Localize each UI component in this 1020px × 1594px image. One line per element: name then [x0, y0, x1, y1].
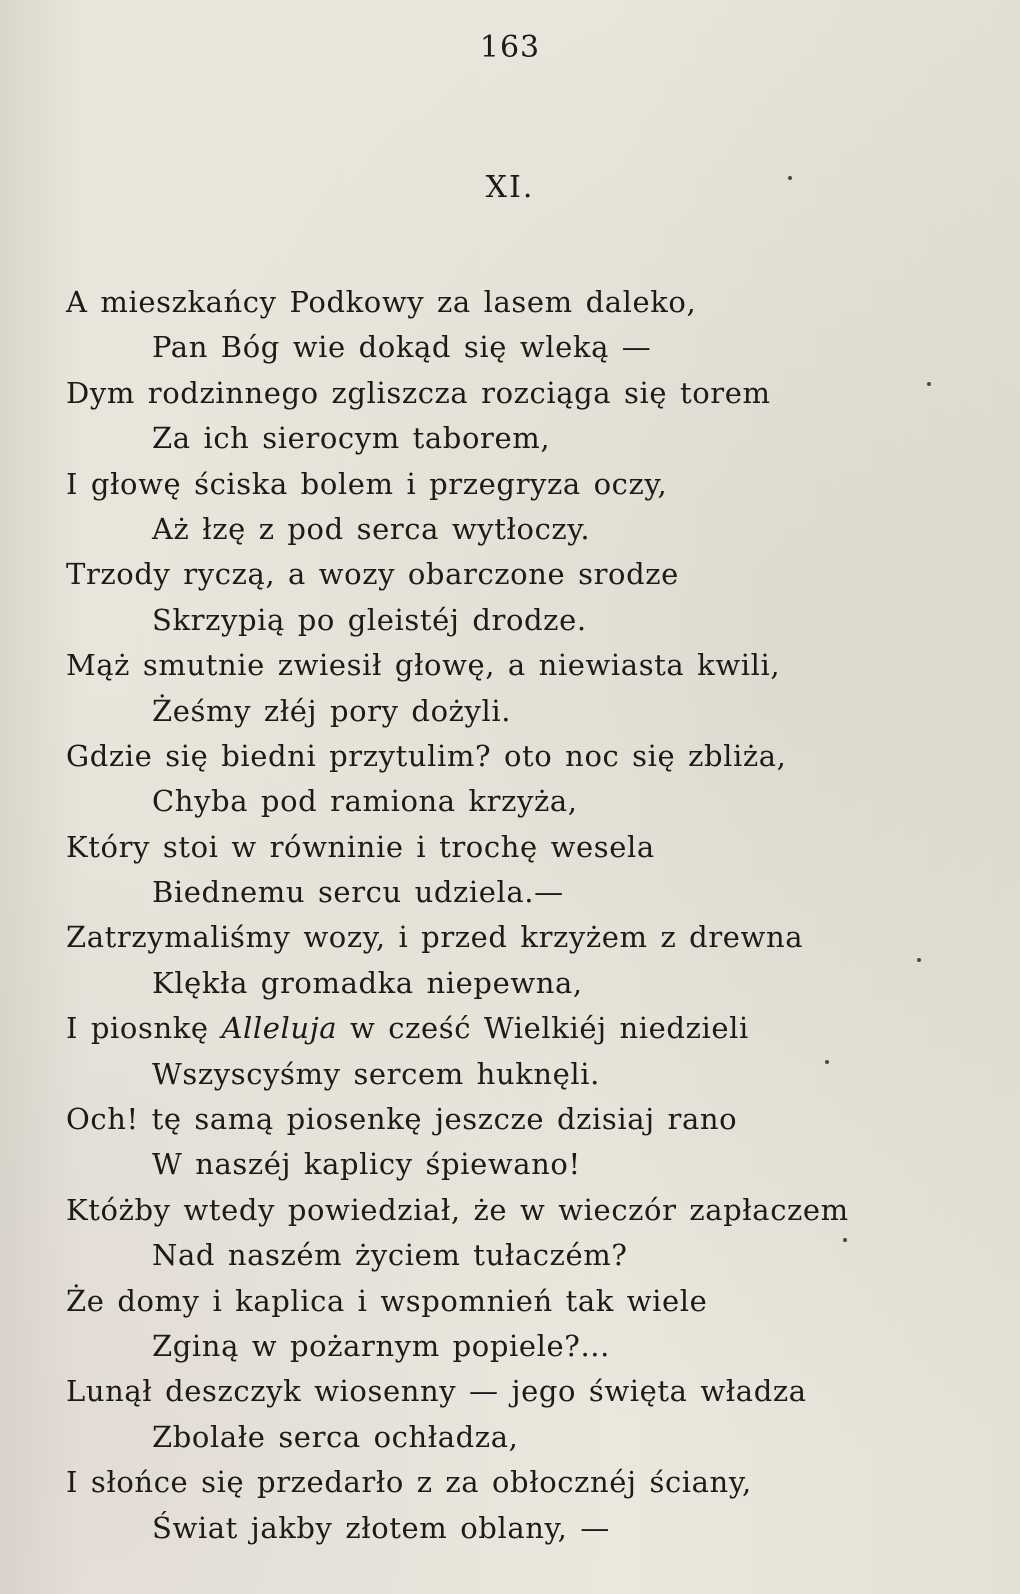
print-speck: [825, 1060, 829, 1064]
poem-line: [66, 598, 966, 643]
line-text: W naszéj kaplicy śpiewano!: [152, 1147, 581, 1182]
print-speck: [843, 1238, 847, 1242]
poem-line: [66, 1415, 966, 1460]
poem-line: [66, 734, 966, 779]
poem-line: [66, 507, 966, 552]
line-text: I piosnkę: [66, 1011, 222, 1046]
line-text: Trzody ryczą, a wozy obarczone srodze: [66, 557, 679, 592]
print-speck: [927, 382, 931, 386]
poem-line: [66, 1279, 966, 1324]
line-text: Zginą w pożarnym popiele?...: [152, 1328, 610, 1363]
line-text: Skrzypią po gleistéj drodze.: [152, 602, 587, 637]
line-text: Dym rodzinnego zgliszcza rozciąga się torem: [66, 375, 771, 410]
poem-text: [66, 280, 966, 1551]
line-text: Lunął deszczyk wiosenny — jego święta władza: [66, 1374, 807, 1409]
line-text: I słońce się przedarło z za obłocznéj ściany,: [66, 1465, 752, 1500]
poem-line: [66, 961, 966, 1006]
poem-line: [66, 1369, 966, 1414]
line-text: Chyba pod ramiona krzyża,: [152, 784, 578, 819]
line-text: Gdzie się biedni przytulim? oto noc się zbliża,: [66, 738, 787, 773]
print-speck: [788, 176, 792, 180]
line-text-continued: w cześć Wielkiéj niedzieli: [337, 1011, 749, 1046]
line-text: Klękła gromadka niepewna,: [152, 965, 583, 1000]
line-text: Który stoi w równinie i trochę wesela: [66, 829, 655, 864]
line-text: Mąż smutnie zwiesił głowę, a niewiasta kwili,: [66, 648, 781, 683]
poem-line: [66, 870, 966, 915]
line-text: Aż łzę z pod serca wytłoczy.: [152, 511, 591, 546]
line-text: Och! tę samą piosenkę jeszcze dzisiaj rano: [66, 1102, 738, 1137]
line-text: Za ich sierocym taborem,: [152, 421, 551, 456]
poem-line: [66, 552, 966, 597]
line-italic-text: Alleluja: [221, 1011, 338, 1046]
line-text: Wszyscyśmy sercem huknęli.: [152, 1056, 601, 1091]
poem-line: [66, 689, 966, 734]
line-text: Świat jakby złotem oblany, —: [152, 1510, 610, 1545]
line-text: Któżby wtedy powiedział, że w wieczór zapłaczem: [66, 1192, 849, 1227]
line-text: Nad naszém życiem tułaczém?: [152, 1238, 628, 1273]
poem-line: [66, 1052, 966, 1097]
line-text: Biednemu sercu udziela.—: [152, 875, 564, 910]
poem-line: [66, 1188, 966, 1233]
line-text: Zatrzymaliśmy wozy, i przed krzyżem z drewna: [66, 920, 804, 955]
poem-line: [66, 1006, 966, 1051]
line-text: I głowę ściska bolem i przegryza oczy,: [66, 466, 668, 501]
chapter-heading: XI.: [485, 170, 535, 205]
poem-line: [66, 462, 966, 507]
poem-line: [66, 643, 966, 688]
line-text: Że domy i kaplica i wspomnień tak wiele: [66, 1283, 708, 1318]
line-text: A mieszkańcy Podkowy za lasem daleko,: [66, 285, 697, 319]
poem-line: [66, 1506, 966, 1551]
poem-line: [66, 779, 966, 824]
poem-line: [66, 1324, 966, 1369]
poem-line: [66, 825, 966, 870]
line-text: Pan Bóg wie dokąd się wleką —: [152, 330, 652, 365]
poem-line: [66, 915, 966, 960]
poem-line: [66, 371, 966, 416]
poem-line: [66, 1097, 966, 1142]
print-speck: [917, 958, 921, 962]
poem-line: [66, 416, 966, 461]
poem-line: [66, 1142, 966, 1187]
poem-line: [66, 280, 966, 325]
page-number: 163: [479, 30, 541, 65]
line-text: Zbolałe serca ochładza,: [152, 1419, 519, 1454]
poem-line: [66, 325, 966, 370]
line-text: Żeśmy złéj pory dożyli.: [152, 693, 512, 728]
poem-line: [66, 1233, 966, 1278]
poem-line: [66, 1460, 966, 1505]
